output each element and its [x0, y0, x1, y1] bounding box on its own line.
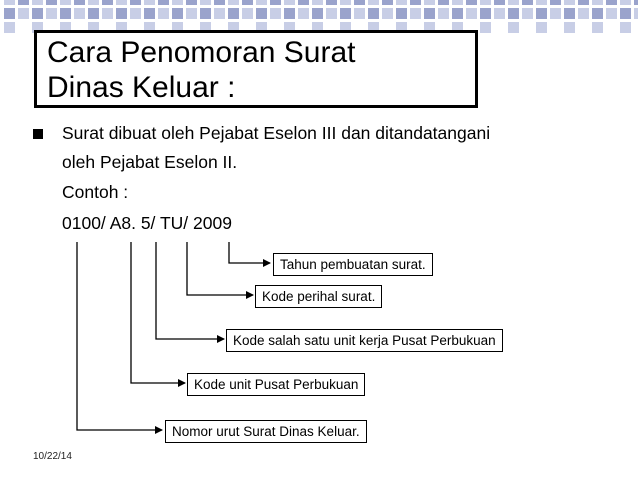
label-subject: Kode perihal surat.: [255, 285, 382, 308]
arrow-year: [229, 242, 270, 263]
example-code: 0100/ A8. 5/ TU/ 2009: [62, 213, 232, 233]
label-year: Tahun pembuatan surat.: [273, 253, 433, 276]
arrow-serial: [77, 242, 162, 430]
bullet-text-line-1: Surat dibuat oleh Pejabat Eselon III dan ditandatangani: [62, 123, 491, 143]
title-line-1: Cara Penomoran Surat: [47, 36, 356, 69]
arrow-subject: [187, 242, 253, 295]
arrow-unit: [131, 242, 185, 383]
slide-date: 10/22/14: [33, 451, 72, 462]
label-serial: Nomor urut Surat Dinas Keluar.: [165, 420, 367, 443]
example-label: Contoh :: [62, 182, 129, 202]
bullet-text-line-2: oleh Pejabat Eselon II.: [62, 152, 238, 172]
arrow-unit-work: [156, 242, 224, 339]
title-line-2: Dinas Keluar :: [47, 71, 236, 104]
label-unit-work: Kode salah satu unit kerja Pusat Perbukuan: [226, 329, 503, 352]
label-unit: Kode unit Pusat Perbukuan: [187, 373, 365, 396]
